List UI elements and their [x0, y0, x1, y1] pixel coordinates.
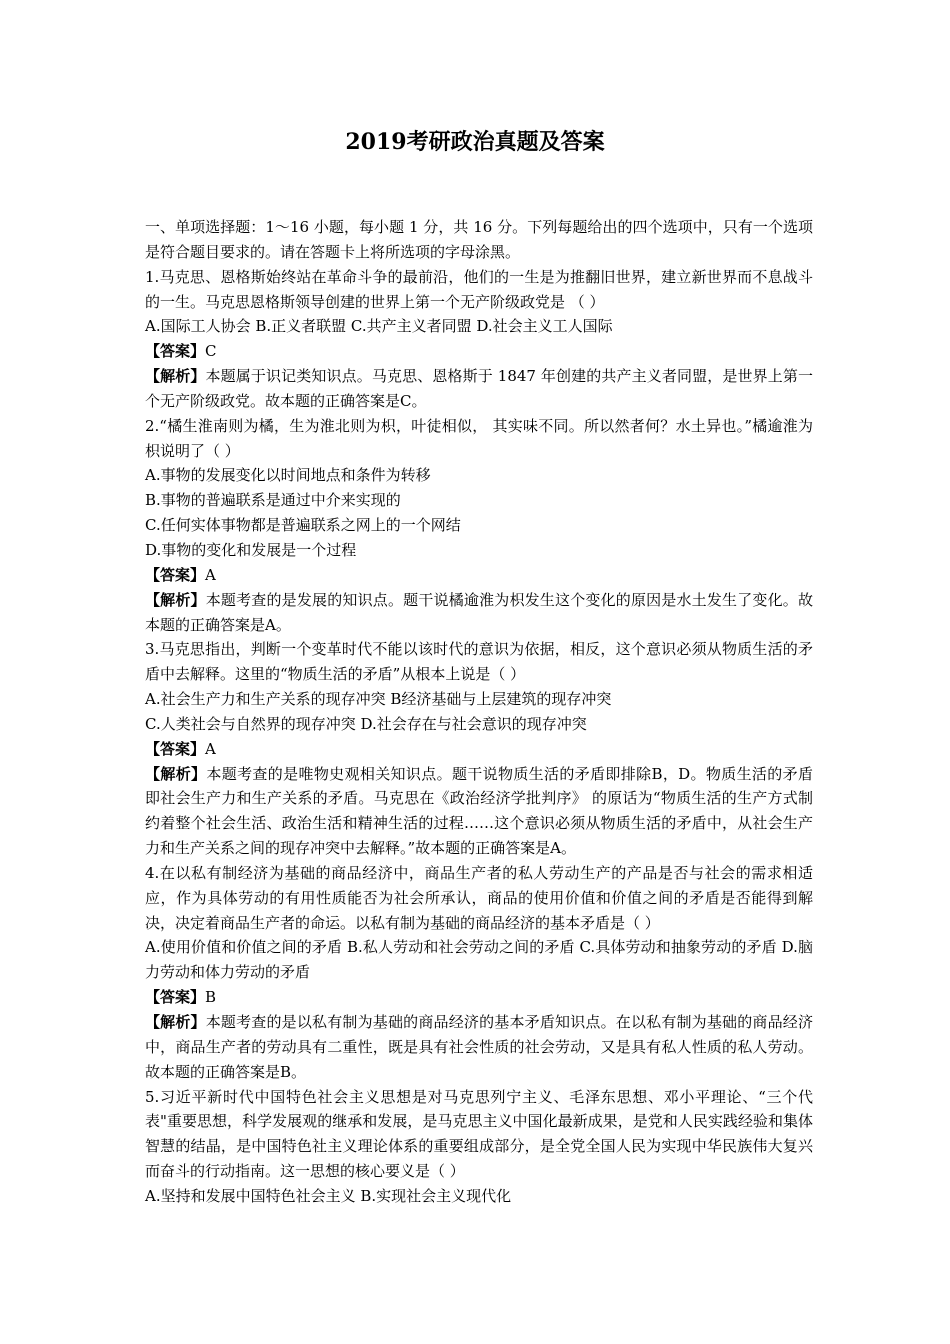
text-line: [145, 712, 813, 737]
answer-line: [145, 985, 813, 1010]
line-text: 1.马克思、恩格斯始终站在革命斗争的最前沿，他们的一生是为推翻旧世界，建立新世界而不息战斗的一生。马克思恩格斯领导创建的世界上第一个无产阶级政党是 （ ）: [145, 267, 813, 311]
line-text: D.事物的变化和发展是一个过程: [145, 540, 357, 559]
line-text: 本题属于识记类知识点。马克思、恩格斯于 1847 年创建的共产主义者同盟，是世界上第一个无产阶级政党。故本题的正确答案是C。: [145, 367, 813, 410]
text-line: [145, 488, 813, 513]
text-line: [145, 215, 813, 265]
line-text: C.任何实体事物都是普遍联系之网上的一个网结: [145, 516, 461, 535]
line-text: B.事物的普遍联系是通过中介来实现的: [145, 491, 401, 510]
text-line: [145, 463, 813, 488]
line-text: 3.马克思指出，判断一个变革时代不能以该时代的意识为依据，相反，这个意识必须从物质生活的矛盾中去解释。这里的“物质生活的矛盾”从根本上说是（ ）: [145, 640, 813, 684]
line-label: 【解析】: [145, 367, 206, 386]
line-text: 本题考查的是以私有制为基础的商品经济的基本矛盾知识点。在以私有制为基础的商品经济中，商品生产者的劳动具有二重性，既是具有社会性质的社会劳动，又是具有私人性质的私人劳动。故本题的正确答案是B。: [145, 1013, 813, 1081]
line-label: 【解析】: [145, 590, 206, 609]
analysis-line: [145, 588, 813, 638]
line-text: C.人类社会与自然界的现存冲突 D.社会存在与社会意识的现存冲突: [145, 714, 587, 733]
document-body: [145, 215, 813, 1209]
line-label: 【解析】: [145, 764, 207, 783]
line-label: 【答案】: [145, 988, 206, 1007]
line-text: 4.在以私有制经济为基础的商品经济中，商品生产者的私人劳动生产的产品是否与社会的需求相适应，作为具体劳动的有用性质能否为社会所承认，商品的使用价值和价值之间的矛盾是否能得到解决，决定着商品生产者的命运。以私有制为基础的商品经济的基本矛盾是（ ）: [145, 863, 813, 932]
line-text: A.使用价值和价值之间的矛盾 B.私人劳动和社会劳动之间的矛盾 C.具体劳动和抽象劳动的矛盾 D.脑力劳动和体力劳动的矛盾: [145, 938, 813, 982]
text-line: [145, 861, 813, 936]
line-text: A.社会生产力和生产关系的现存冲突 B经济基础与上层建筑的现存冲突: [145, 690, 612, 709]
line-label: 【答案】: [145, 739, 206, 758]
text-line: [145, 935, 813, 985]
line-text: A: [205, 739, 216, 758]
text-line: [145, 1085, 813, 1184]
analysis-line: [145, 1010, 813, 1085]
text-line: [145, 538, 813, 563]
text-line: [145, 513, 813, 538]
line-text: A: [205, 565, 216, 584]
text-line: [145, 637, 813, 687]
line-text: A.坚持和发展中国特色社会主义 B.实现社会主义现代化: [145, 1186, 512, 1205]
answer-line: [145, 737, 813, 762]
text-line: [145, 414, 813, 464]
answer-line: [145, 563, 813, 588]
line-label: 【答案】: [145, 565, 206, 584]
line-text: 2.“橘生淮南则为橘，生为淮北则为枳，叶徒相似， 其实味不同。所以然者何？水土异也。”橘逾淮为枳说明了（ ）: [145, 416, 813, 460]
text-line: [145, 1184, 813, 1209]
line-text: 本题考查的是发展的知识点。题干说橘逾淮为枳发生这个变化的原因是水土发生了变化。故本题的正确答案是A。: [145, 590, 813, 634]
line-text: A.国际工人协会 B.正义者联盟 C.共产主义者同盟 D.社会主义工人国际: [145, 317, 613, 336]
answer-line: [145, 339, 813, 364]
line-text: 一、单项选择题：1～16 小题，每小题 1 分，共 16 分。下列每题给出的四个选项中，只有一个选项是符合题目要求的。请在答题卡上将所选项的字母涂黑。: [145, 218, 813, 261]
analysis-line: [145, 762, 813, 861]
text-line: [145, 265, 813, 315]
analysis-line: [145, 364, 813, 414]
line-text: C: [205, 342, 217, 361]
line-label: 【解析】: [145, 1013, 206, 1031]
page-title: 2019考研政治真题及答案: [345, 129, 605, 155]
line-text: A.事物的发展变化以时间地点和条件为转移: [145, 466, 431, 485]
text-line: [145, 314, 813, 339]
text-line: [145, 687, 813, 712]
line-text: 本题考查的是唯物史观相关知识点。题干说物质生活的矛盾即排除B，D。物质生活的矛盾即社会生产力和生产关系的矛盾。马克思在《政治经济学批判序》 的原话为“物质生活的生产方式制约着整个社会生活、政治生活和精神生活的过程……这个意识必须从物质生活的矛盾中，从社会生产力和生产关系之间的现存冲突中去解释。”故本题的正确答案是A。: [145, 764, 813, 858]
line-text: B: [205, 988, 217, 1007]
line-label: 【答案】: [145, 342, 206, 361]
line-text: 5.习近平新时代中国特色社会主义思想是对马克思列宁主义、毛泽东思想、邓小平理论、“三个代表"重要思想，科学发展观的继承和发展，是马克思主义中国化最新成果，是党和人民实践经验和集体智慧的结晶，是中国特色社主义理论体系的重要组成部分，是全党全国人民为实现中华民族伟大复兴而奋斗的行动指南。这一思想的核心要义是（ ）: [145, 1087, 813, 1181]
